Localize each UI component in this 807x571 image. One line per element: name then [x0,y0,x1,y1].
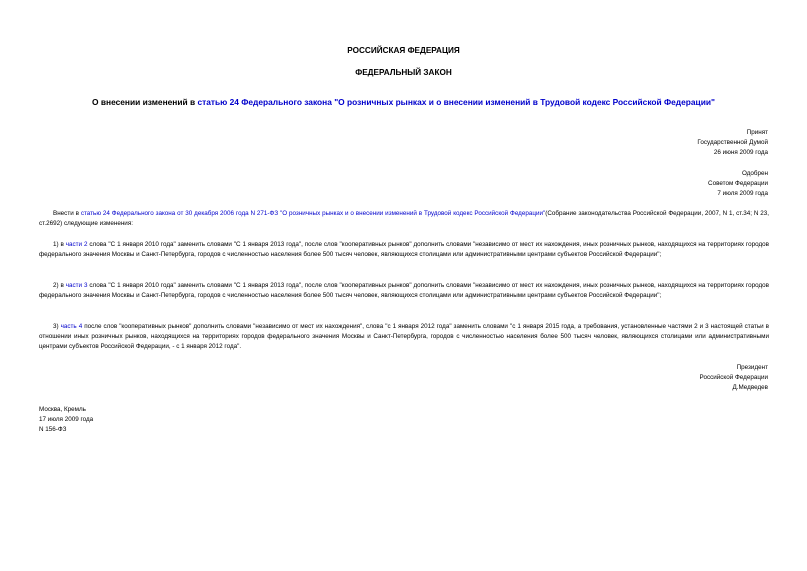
approved-line-2: Советом Федерации [708,180,768,188]
intro-paragraph [39,209,769,229]
item-2-num: 2) в [53,282,66,289]
item-1-link[interactable]: части 2 [65,241,88,248]
item-2-link[interactable]: части 3 [65,282,88,289]
date-line: 17 июля 2009 года [39,416,94,424]
item-3-link[interactable]: часть 4 [60,323,83,330]
item-1-text: слова "С 1 января 2010 года" заменить словами "С 1 января 2013 года", после слов "кооперативных рынков" дополнить словами "независимо от мест их нахождения, иных розничных рынков, находящихся на территориях городов федерального значения Москвы и Санкт-Петербурга, городов с численностью населения более 500 тысяч человек, являющихся столицами или административными центрами субъектов Российской Федерации"; [39,241,769,259]
item-1-num: 1) в [53,241,66,248]
approved-line-3: 7 июля 2009 года [717,190,768,198]
item-1 [39,240,769,260]
place-line: Москва, Кремль [39,406,86,413]
item-3-text: после слов "кооперативных рынков" дополнить словами "независимо от мест их нахождения", слова "с 1 января 2012 года" заменить словами "с 1 января 2015 года, а требования, установленные частями 2 и 3 настоящей статьи в отношении иных розничных рынков, находящихся на территориях городов федерального значения Москвы и Санкт-Петербурга, городов с численностью населения более 500 тысяч человек, являющихся столицами или административными центрами субъектов Российской Федерации, - с 1 января 2012 года". [39,323,769,351]
law-title [0,97,807,107]
law-title-prefix: О внесении изменений в [92,97,198,107]
law-title-link[interactable]: статью 24 Федерального закона "О розничных рынках и о внесении изменений в Трудовой кодекс Российской Федерации" [197,97,715,107]
signature-block [700,363,768,394]
adopted-line-1: Принят [746,129,768,136]
approved-line-1: Одобрен [741,170,768,177]
signature-line-1: Президент [736,364,768,371]
item-3 [39,322,769,353]
adopted-line-3: 26 июня 2009 года [713,149,768,157]
intro-suffix: (Собрание законодательства Российской Федерации, 2007, N 1, ст.34; N 23, ст.2692) следующие изменения: [39,210,769,228]
country-heading: РОССИЙСКАЯ ФЕДЕРАЦИЯ [347,46,460,55]
adopted-line-2: Государственной Думой [697,139,768,147]
adopted-block [697,128,768,159]
signature-line-2: Российской Федерации [699,374,768,382]
doc-type-heading: ФЕДЕРАЛЬНЫЙ ЗАКОН [355,68,452,77]
approved-block [708,169,768,200]
intro-link[interactable]: статью 24 Федерального закона от 30 декабря 2006 года N 271-ФЗ "О розничных рынках и о внесении изменений в Трудовой кодекс Российской Федерации" [80,210,546,217]
place-date-block [39,405,93,436]
item-2 [39,281,769,301]
item-3-num: 3) [53,323,61,330]
signature-line-3: Д.Медведев [732,384,768,392]
intro-prefix: Внести в [53,210,81,217]
item-2-text: слова "С 1 января 2010 года" заменить словами "С 1 января 2013 года", после слов "кооперативных рынков" дополнить словами "независимо от мест их нахождения, иных розничных рынков, находящихся на территориях городов федерального значения Москвы и Санкт-Петербурга, городов с численностью населения более 500 тысяч человек, являющихся столицами или административными центрами субъектов Российской Федерации"; [39,282,769,300]
law-number-line: N 156-ФЗ [39,426,67,434]
